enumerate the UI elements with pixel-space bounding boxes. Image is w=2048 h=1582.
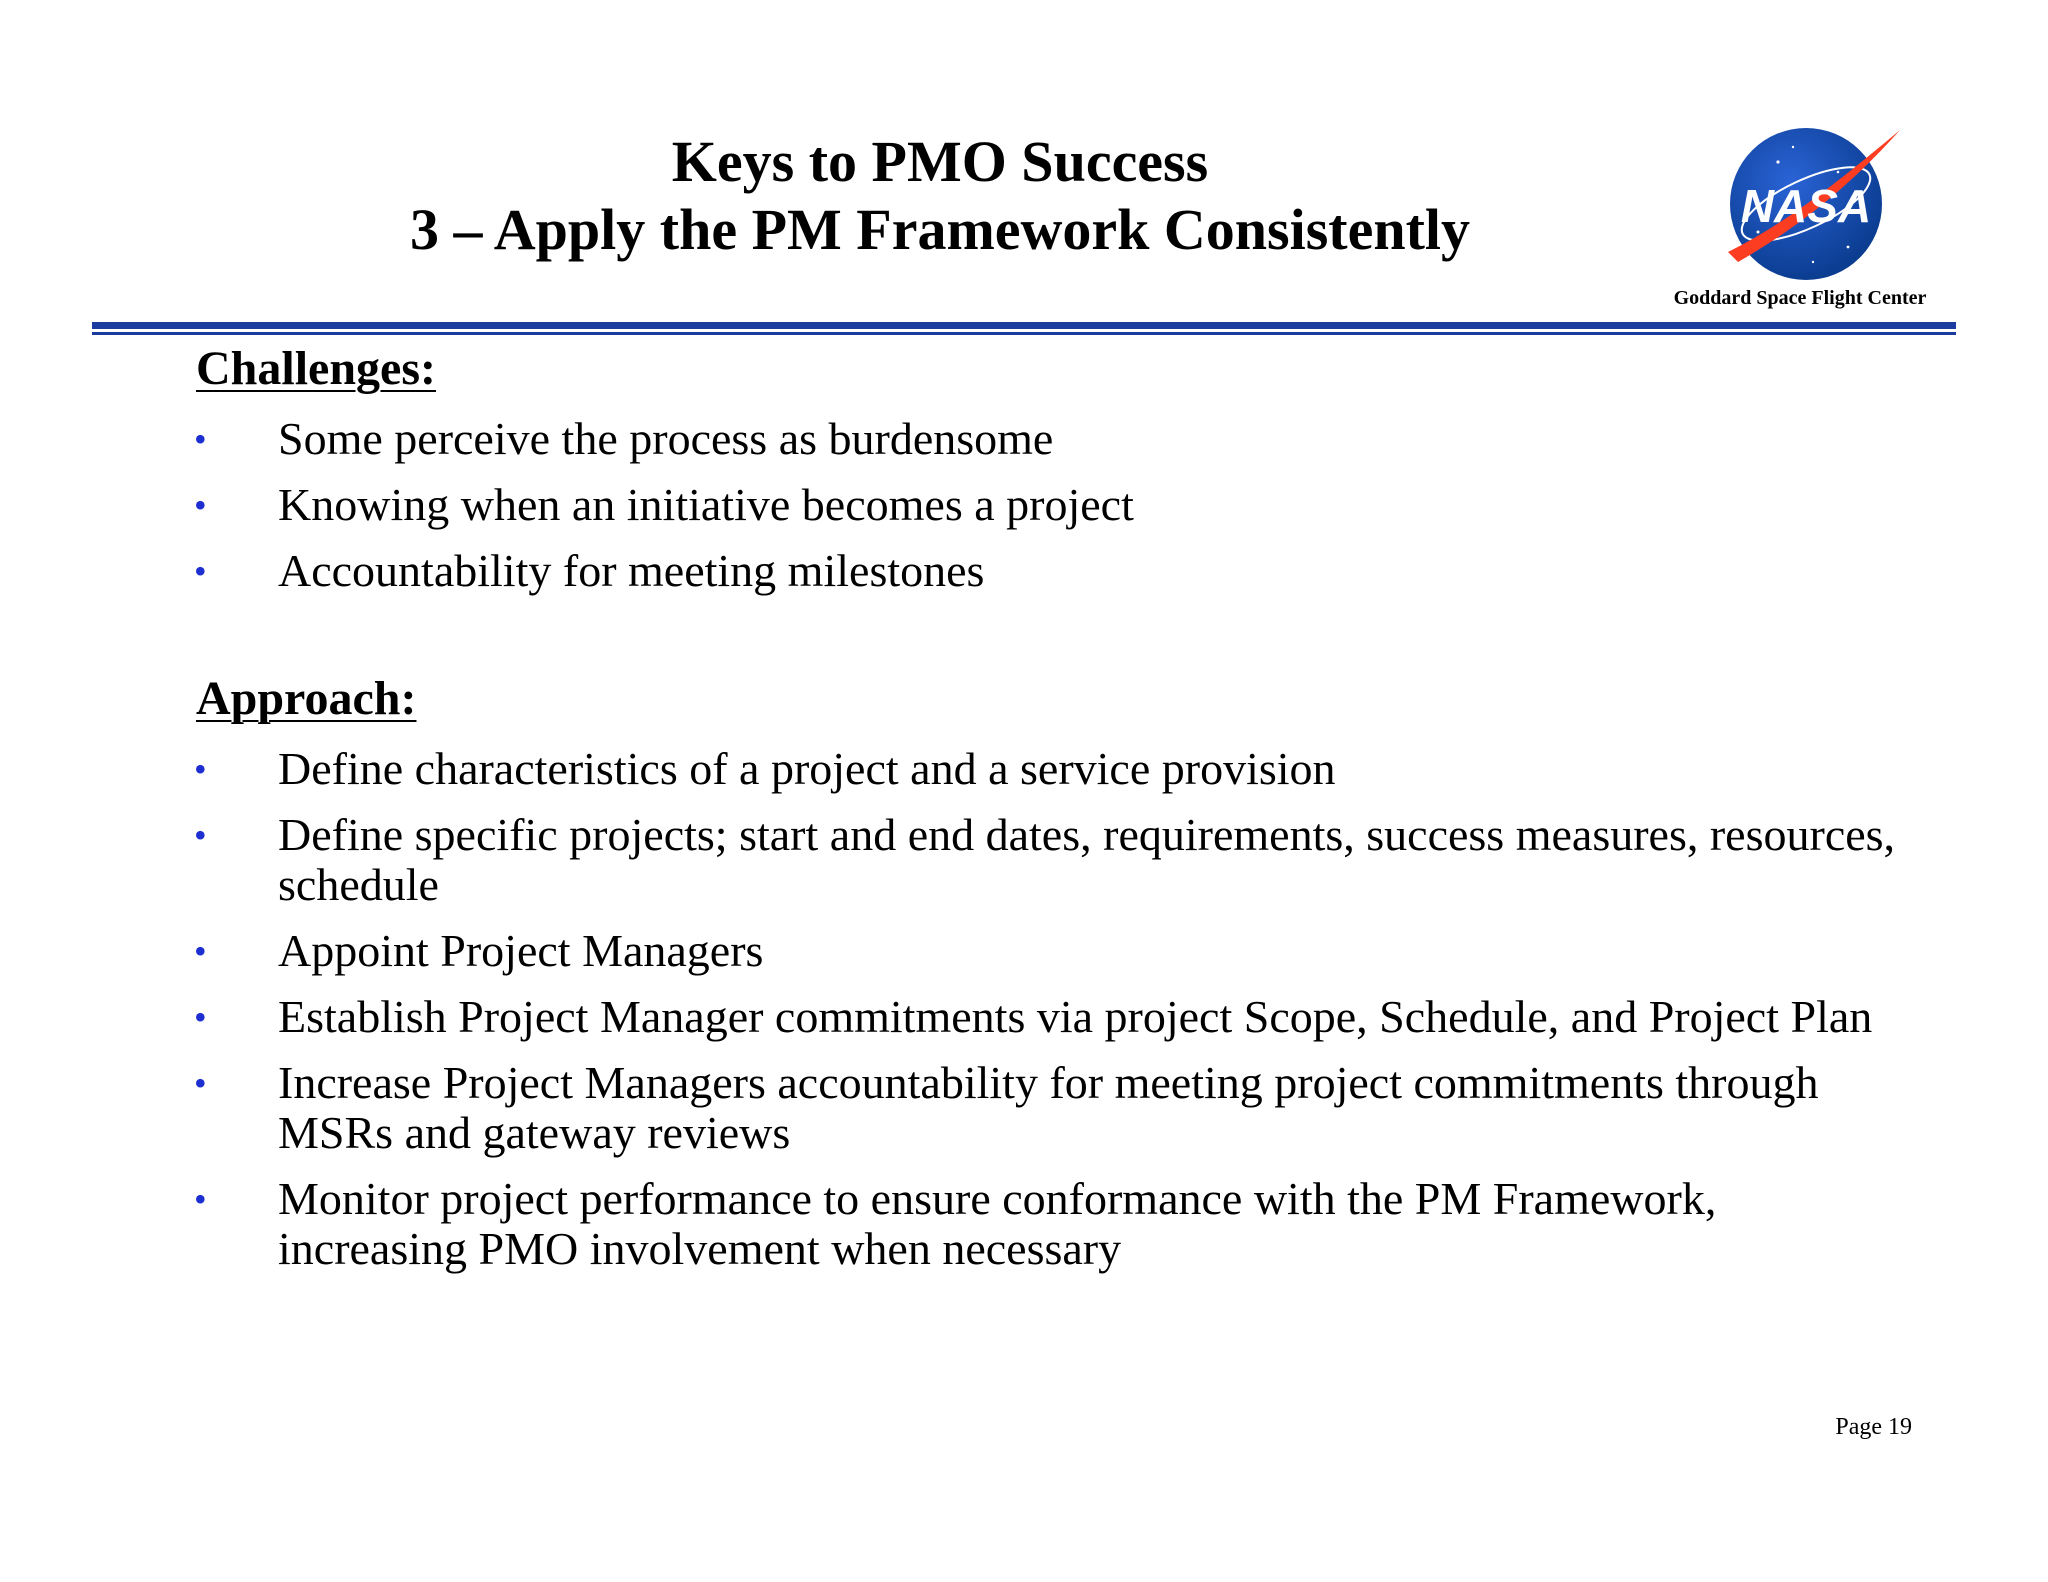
bullet-dot-icon: •: [194, 419, 207, 459]
list-item: • Increase Project Managers accountability for meeting project commitments through MSRs and gateway reviews: [194, 1057, 1819, 1158]
logo-text: NASA: [1740, 180, 1872, 232]
list-item: • Define characteristics of a project and a service provision: [194, 743, 1336, 794]
organization-label: Goddard Space Flight Center: [1673, 287, 1927, 309]
bullet-dot-icon: •: [194, 485, 207, 525]
bullet-dot-icon: •: [194, 749, 207, 789]
header-rule-thick: [92, 322, 1956, 329]
approach-list: [196, 744, 1896, 1274]
challenges-list: [196, 414, 1896, 596]
list-item: • Monitor project performance to ensure conformance with the PM Framework, increasing PMO involvement when necessary: [194, 1173, 1717, 1274]
list-item: • Some perceive the process as burdensome: [194, 413, 1054, 464]
bullet-dot-icon: •: [194, 1179, 207, 1219]
bullet-dot-icon: •: [194, 931, 207, 971]
page-number: Page 19: [1835, 1414, 1912, 1440]
approach-heading: Approach:: [196, 672, 417, 725]
bullet-dot-icon: •: [194, 1063, 207, 1103]
slide-body: [196, 340, 1896, 1274]
header-rule-thin: [92, 332, 1956, 335]
bullet-dot-icon: •: [194, 551, 207, 591]
list-item: • Establish Project Manager commitments via project Scope, Schedule, and Project Plan: [194, 991, 1873, 1042]
title-line-2: 3 – Apply the PM Framework Consistently: [409, 197, 1471, 262]
nasa-logo: [1718, 122, 1908, 282]
list-item: • Appoint Project Managers: [194, 925, 764, 976]
list-item: • Define specific projects; start and end dates, requirements, success measures, resources, schedule: [194, 809, 1896, 910]
list-item: • Accountability for meeting milestones: [194, 545, 985, 596]
challenges-heading: Challenges:: [196, 342, 436, 395]
section-spacer: [196, 596, 1896, 670]
slide-title: [300, 128, 1580, 264]
title-line-1: Keys to PMO Success: [671, 129, 1209, 194]
bullet-dot-icon: •: [194, 815, 207, 855]
nasa-meatball-icon: [1718, 122, 1908, 282]
list-item: • Knowing when an initiative becomes a project: [194, 479, 1134, 530]
bullet-dot-icon: •: [194, 997, 207, 1037]
